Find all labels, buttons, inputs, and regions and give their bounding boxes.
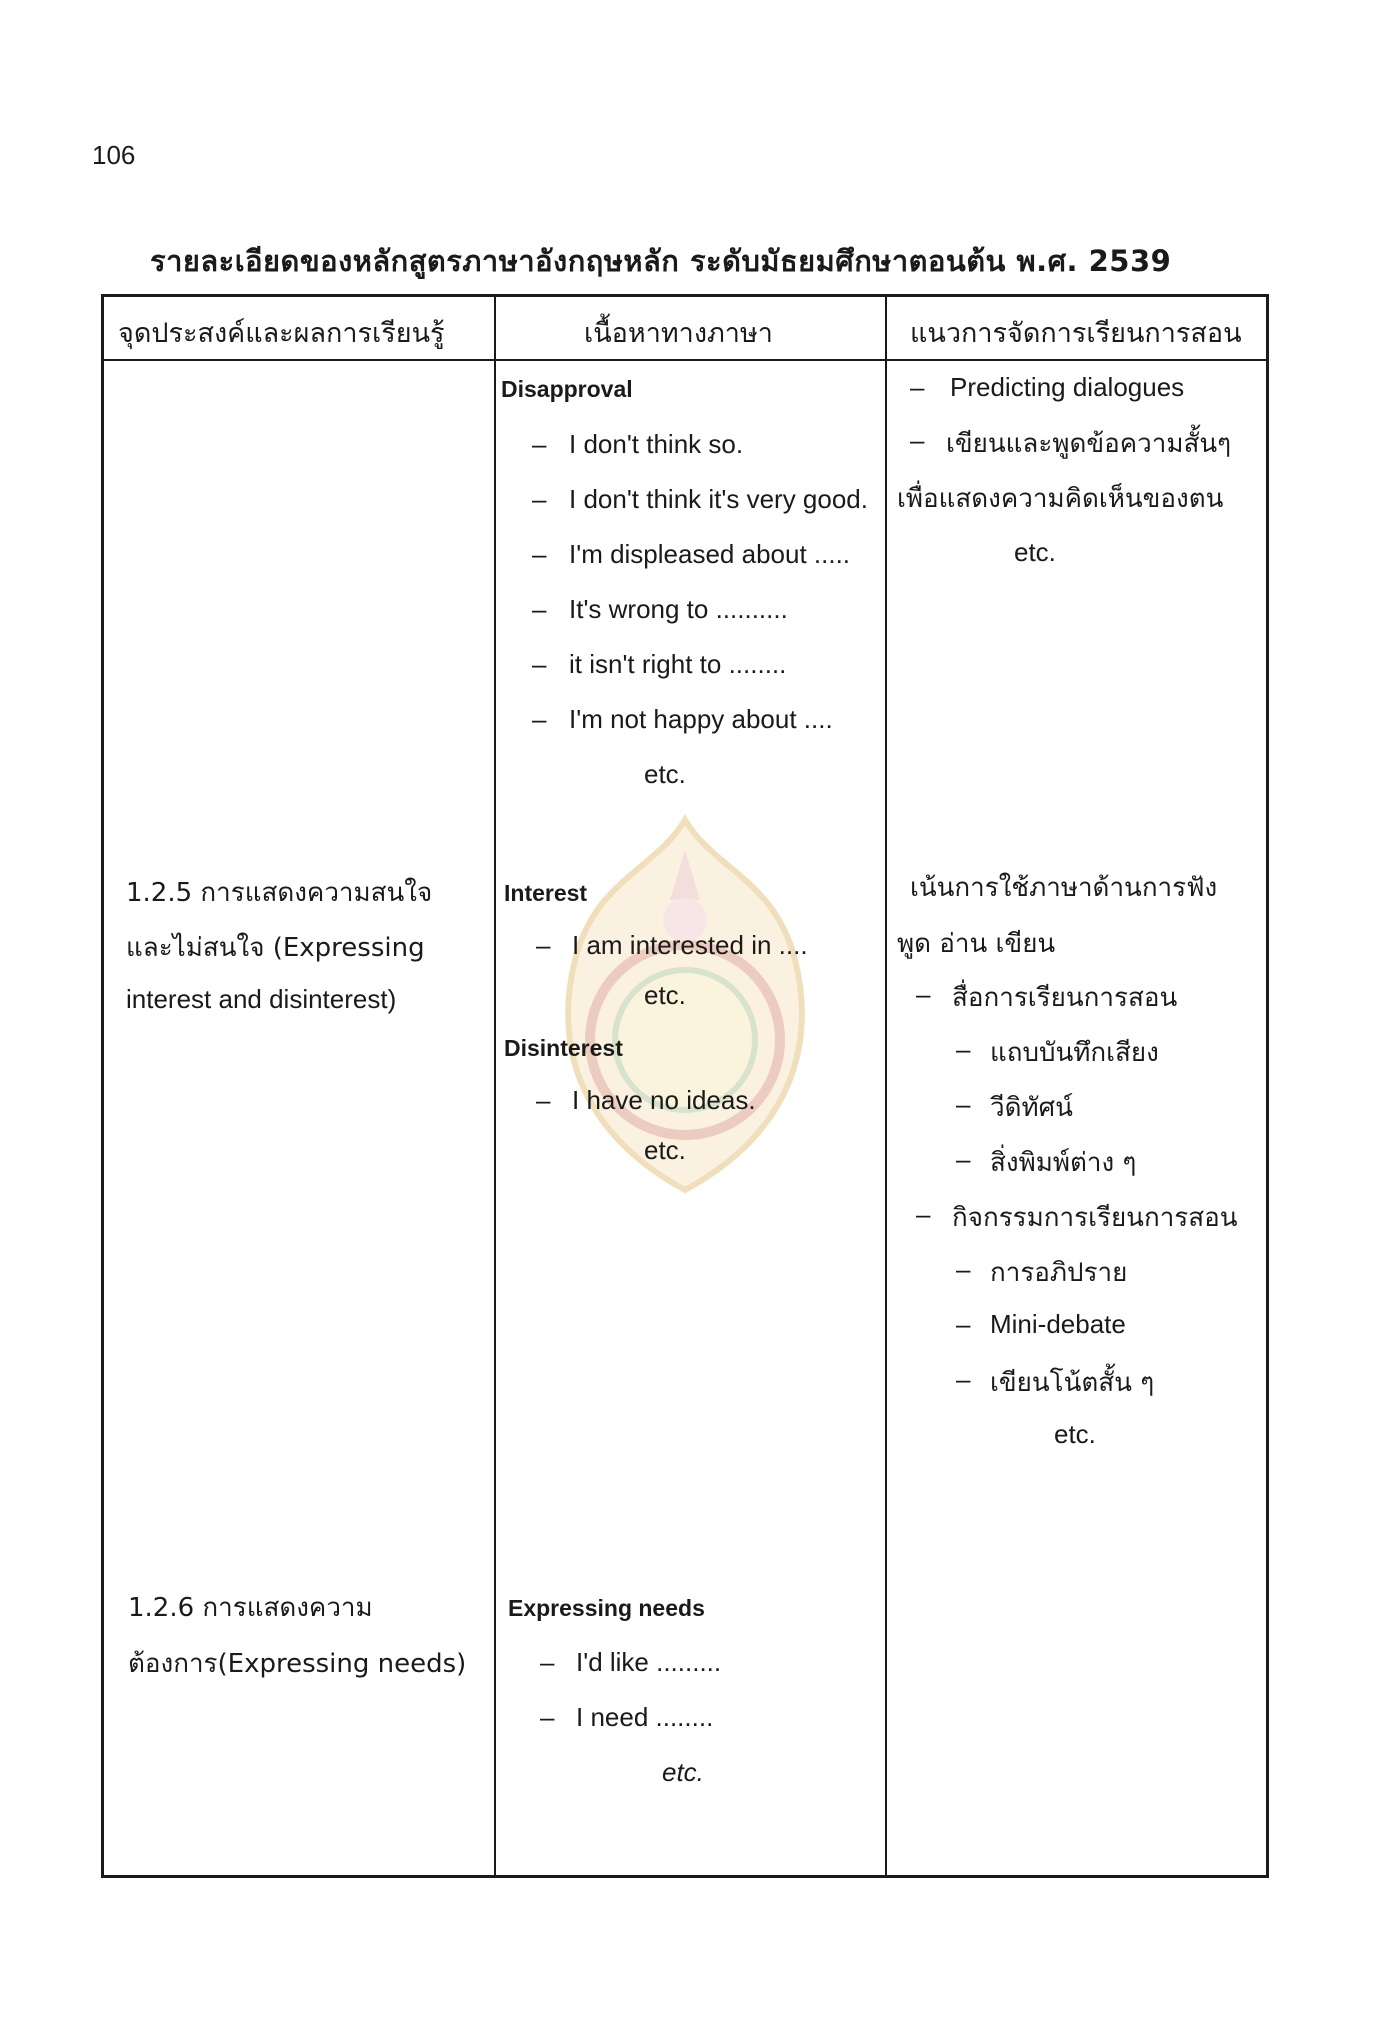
list-dash: – — [910, 425, 925, 455]
disapproval-item-6: I'm not happy about .... — [569, 704, 833, 734]
media-item-tape: แถบบันทึกเสียง — [990, 1038, 1159, 1068]
document-title: รายละเอียดของหลักสูตรภาษาอังกฤษหลัก ระดับมัธยมศึกษาตอนต้น พ.ศ. 2539 — [150, 244, 1172, 278]
list-dash: – — [540, 1647, 555, 1677]
objective-1-2-5-line3: interest and disinterest) — [126, 984, 397, 1014]
list-dash: – — [956, 1089, 971, 1119]
list-dash: – — [956, 1034, 971, 1064]
objective-1-2-6-line2: ต้องการ(Expressing needs) — [128, 1649, 467, 1679]
list-dash: – — [532, 484, 547, 514]
disapproval-item-3: I'm displeased about ..... — [569, 539, 851, 569]
list-dash: – — [540, 1702, 555, 1732]
list-dash: – — [916, 1199, 931, 1229]
curriculum-table — [101, 294, 1269, 1878]
list-dash: – — [956, 1309, 971, 1339]
media-item-video: วีดิทัศน์ — [990, 1093, 1073, 1123]
approach-express-opinion: เพื่อแสดงความคิดเห็นของตน — [897, 484, 1224, 514]
list-dash: – — [956, 1254, 971, 1284]
activity-short-notes: เขียนโน้ตสั้น ๆ — [990, 1368, 1155, 1398]
disapproval-item-2: I don't think it's very good. — [569, 484, 868, 514]
objective-1-2-5-line1: 1.2.5 การแสดงความสนใจ — [126, 878, 433, 908]
list-dash: – — [916, 979, 931, 1009]
disapproval-item-4: It's wrong to .......... — [569, 594, 788, 624]
list-dash: – — [956, 1364, 971, 1394]
approach-etc-2: etc. — [1054, 1419, 1096, 1449]
disapproval-heading: Disapproval — [501, 376, 633, 402]
interest-heading: Interest — [504, 880, 588, 906]
objective-1-2-5-line2: และไม่สนใจ (Expressing — [126, 933, 425, 963]
list-dash: – — [532, 649, 547, 679]
list-dash: – — [532, 429, 547, 459]
header-language-content: เนื้อหาทางภาษา — [584, 318, 773, 349]
column-divider-2 — [885, 297, 887, 1875]
activity-mini-debate: Mini-debate — [990, 1309, 1126, 1339]
disapproval-item-1: I don't think so. — [569, 429, 744, 459]
header-objectives: จุดประสงค์และผลการเรียนรู้ — [118, 318, 445, 349]
activity-discussion: การอภิปราย — [990, 1258, 1128, 1288]
list-dash: – — [536, 930, 551, 960]
activities-heading: กิจกรรมการเรียนการสอน — [952, 1203, 1238, 1233]
list-dash: – — [956, 1144, 971, 1174]
disinterest-item: I have no ideas. — [572, 1085, 756, 1115]
list-dash: – — [532, 539, 547, 569]
objective-1-2-6-line1: 1.2.6 การแสดงความ — [128, 1593, 373, 1623]
needs-heading: Expressing needs — [508, 1595, 705, 1621]
list-dash: – — [536, 1085, 551, 1115]
disinterest-heading: Disinterest — [504, 1035, 623, 1061]
media-item-print: สิ่งพิมพ์ต่าง ๆ — [990, 1148, 1137, 1178]
media-heading: สื่อการเรียนการสอน — [952, 983, 1178, 1013]
approach-focus-skills-line2: พูด อ่าน เขียน — [897, 929, 1056, 959]
interest-etc: etc. — [644, 980, 686, 1010]
list-dash: – — [910, 372, 925, 402]
needs-item-1: I'd like ......... — [576, 1647, 722, 1677]
header-divider — [104, 359, 1266, 361]
approach-write-speak: เขียนและพูดข้อความสั้นๆ — [946, 429, 1232, 459]
needs-item-2: I need ........ — [576, 1702, 714, 1732]
approach-etc-1: etc. — [1014, 537, 1056, 567]
list-dash: – — [532, 704, 547, 734]
list-dash: – — [532, 594, 547, 624]
interest-item: I am interested in .... — [572, 930, 808, 960]
disinterest-etc: etc. — [644, 1135, 686, 1165]
approach-focus-skills-line1: เน้นการใช้ภาษาด้านการฟัง — [910, 873, 1218, 903]
disapproval-item-5: it isn't right to ........ — [569, 649, 787, 679]
needs-etc: etc. — [662, 1757, 704, 1787]
header-teaching-approach: แนวการจัดการเรียนการสอน — [910, 318, 1242, 349]
approach-predicting-dialogues: Predicting dialogues — [950, 372, 1185, 402]
disapproval-etc: etc. — [644, 759, 686, 789]
page-number: 106 — [92, 140, 136, 170]
column-divider-1 — [494, 297, 496, 1875]
